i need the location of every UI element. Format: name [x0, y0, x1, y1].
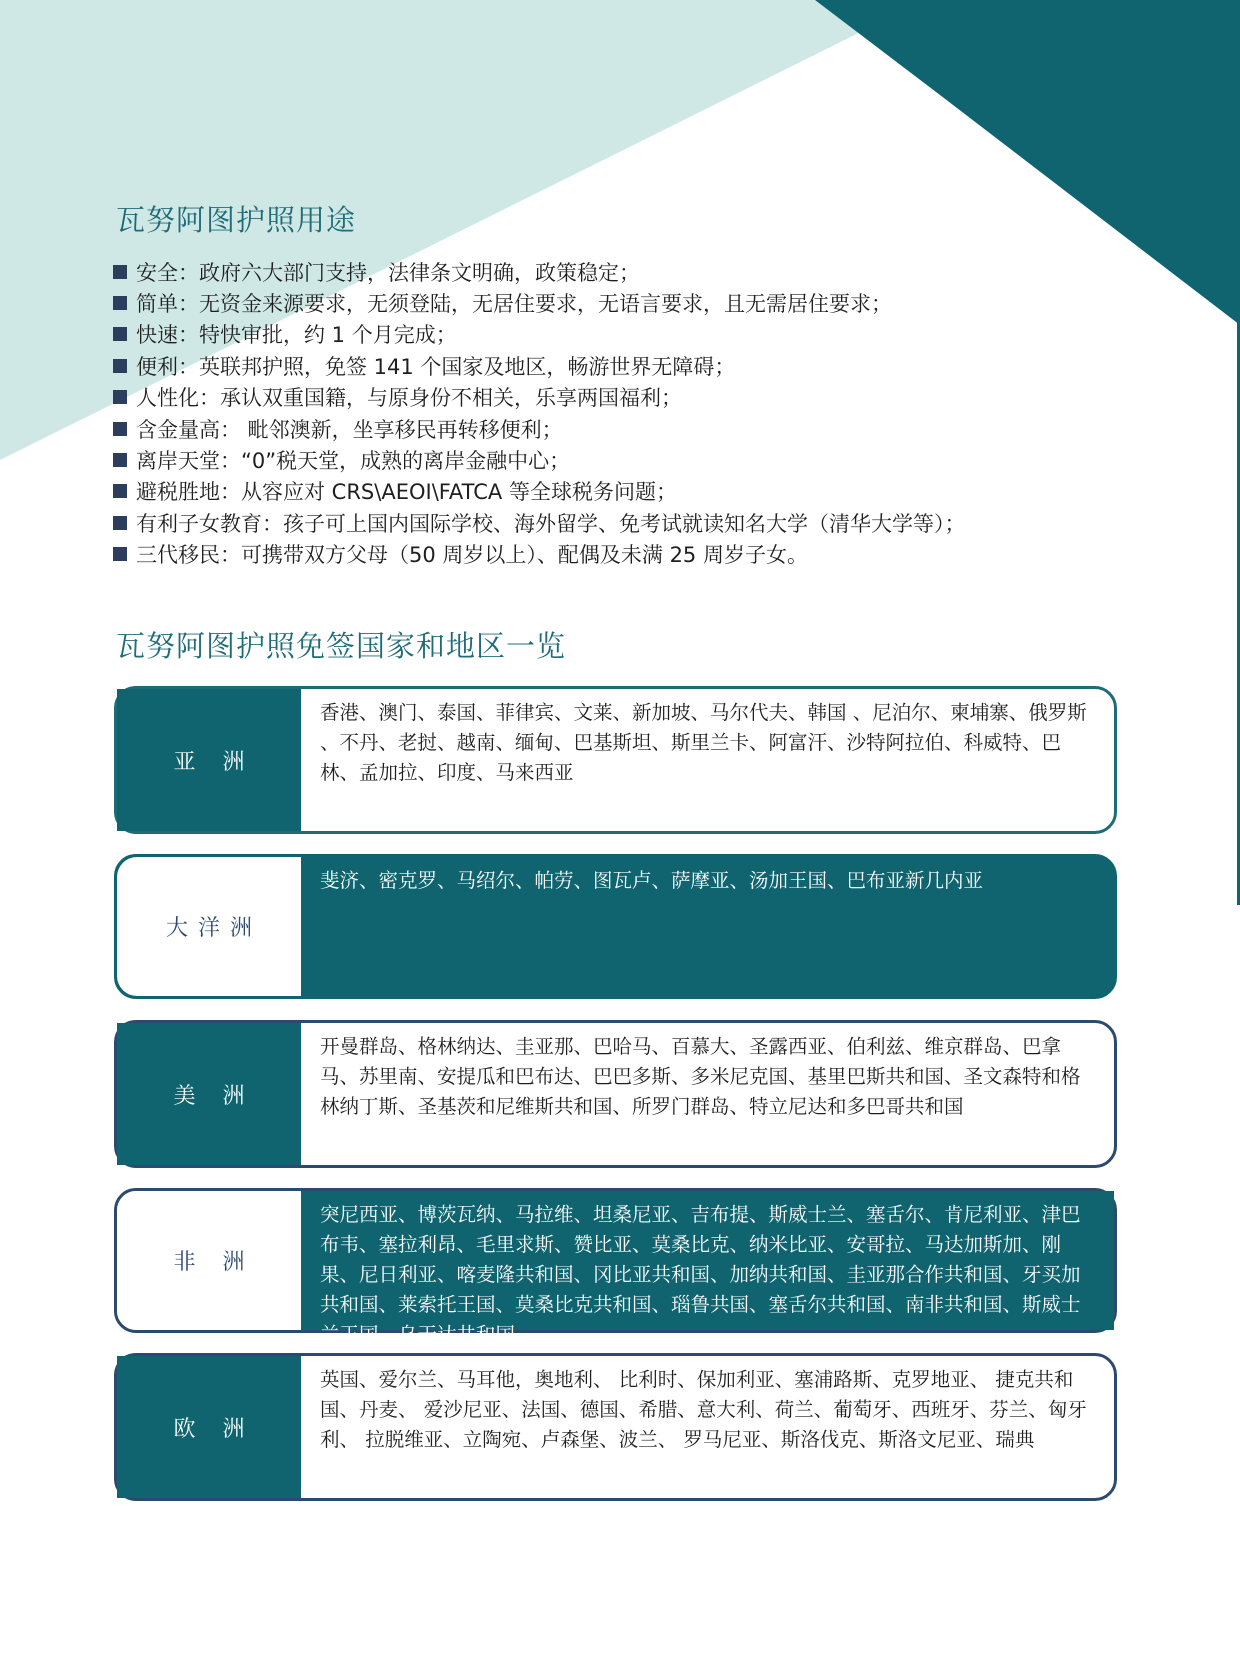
square-bullet-icon — [113, 516, 127, 530]
region-countries: 突尼西亚、博茨瓦纳、马拉维、坦桑尼亚、吉布提、斯威士兰、塞舌尔、肯尼利亚、津巴布韦、塞拉利昂、毛里求斯、赞比亚、莫桑比克、纳米比亚、安哥拉、马达加斯加、刚果、尼日利亚、喀麦隆共和国、冈比亚共和国、加纳共和国、圭亚那合作共和国、牙买加共和国、莱索托王国、莫桑比克共和国、瑙鲁共国、塞舌尔共和国、南非共和国、斯威士兰王国、乌干达共和国 — [320, 1203, 1081, 1346]
region-countries: 英国、爱尔兰、马耳他，奥地利、 比利时、保加利亚、塞浦路斯、克罗地亚、 捷克共和国、丹麦、 爱沙尼亚、法国、德国、希腊、意大利、荷兰、葡萄牙、西班牙、芬兰、匈牙利、 拉脱维亚、立陶宛、卢森堡、波兰、 罗马尼亚、斯洛伐克、斯洛文尼亚、瑞典 — [320, 1368, 1087, 1451]
uses-title: 瓦努阿图护照用途 — [116, 203, 357, 237]
use-text: 含金量高： 毗邻澳新，坐享移民再转移便利； — [136, 417, 563, 442]
region-label: 亚 洲 — [117, 689, 301, 831]
region-label: 美 洲 — [117, 1023, 301, 1165]
use-text: 有利子女教育：孩子可上国内国际学校、海外留学、免考试就读知名大学（清华大学等）； — [136, 511, 966, 536]
uses-list — [113, 256, 966, 570]
square-bullet-icon — [113, 296, 127, 310]
list-item — [113, 287, 966, 318]
region-label: 欧 洲 — [117, 1356, 301, 1498]
use-text: 简单：无资金来源要求，无须登陆，无居住要求，无语言要求，且无需居住要求； — [136, 292, 892, 317]
use-text: 便利：英联邦护照，免签 141 个国家及地区，畅游世界无障碍； — [136, 354, 736, 379]
region-label: 非 洲 — [117, 1191, 301, 1330]
region-box-americas — [114, 1020, 1117, 1168]
list-item — [113, 444, 966, 475]
list-item — [113, 350, 966, 381]
square-bullet-icon — [113, 390, 127, 404]
list-item — [113, 382, 966, 413]
square-bullet-icon — [113, 422, 127, 436]
use-text: 人性化：承认双重国籍，与原身份不相关，乐享两国福利； — [136, 386, 682, 411]
list-item — [113, 476, 966, 507]
square-bullet-icon — [113, 547, 127, 561]
square-bullet-icon — [113, 484, 127, 498]
list-item — [113, 413, 966, 444]
list-item — [113, 256, 966, 287]
region-box-africa — [114, 1188, 1117, 1346]
region-label: 大洋洲 — [117, 857, 301, 996]
region-box-asia — [114, 686, 1117, 834]
square-bullet-icon — [113, 453, 127, 467]
region-countries: 斐济、密克罗、马绍尔、帕劳、图瓦卢、萨摩亚、汤加王国、巴布亚新几内亚 — [320, 869, 984, 892]
square-bullet-icon — [113, 327, 127, 341]
region-box-oceania — [114, 854, 1117, 999]
square-bullet-icon — [113, 265, 127, 279]
list-item — [113, 319, 966, 350]
visa-free-title: 瓦努阿图护照免签国家和地区一览 — [116, 629, 567, 663]
list-item — [113, 507, 966, 538]
region-countries: 香港、澳门、泰国、菲律宾、文莱、新加坡、马尔代夫、韩国 、尼泊尔、柬埔寨、俄罗斯 、不丹、老挝、越南、缅甸、巴基斯坦、斯里兰卡、阿富汗、沙特阿拉伯、科威特、巴林、孟加拉、印度、马来西亚 — [320, 701, 1087, 784]
use-text: 安全：政府六大部门支持，法律条文明确，政策稳定； — [136, 260, 640, 285]
square-bullet-icon — [113, 359, 127, 373]
use-text: 快速：特快审批，约 1 个月完成； — [136, 323, 457, 348]
list-item — [113, 539, 966, 570]
use-text: 三代移民：可携带双方父母（50 周岁以上）、配偶及未满 25 周岁子女。 — [136, 543, 808, 568]
use-text: 离岸天堂：“0”税天堂，成熟的离岸金融中心； — [136, 449, 571, 474]
region-box-europe — [114, 1353, 1117, 1501]
use-text: 避税胜地：从容应对 CRS\AEOI\FATCA 等全球税务问题； — [136, 480, 677, 505]
region-countries: 开曼群岛、格林纳达、圭亚那、巴哈马、百慕大、圣露西亚、伯利兹、维京群岛、巴拿马、苏里南、安提瓜和巴布达、巴巴多斯、多米尼克国、基里巴斯共和国、圣文森特和格林纳丁斯、圣基茨和尼维斯共和国、所罗门群岛、特立尼达和多巴哥共和国 — [320, 1035, 1081, 1118]
